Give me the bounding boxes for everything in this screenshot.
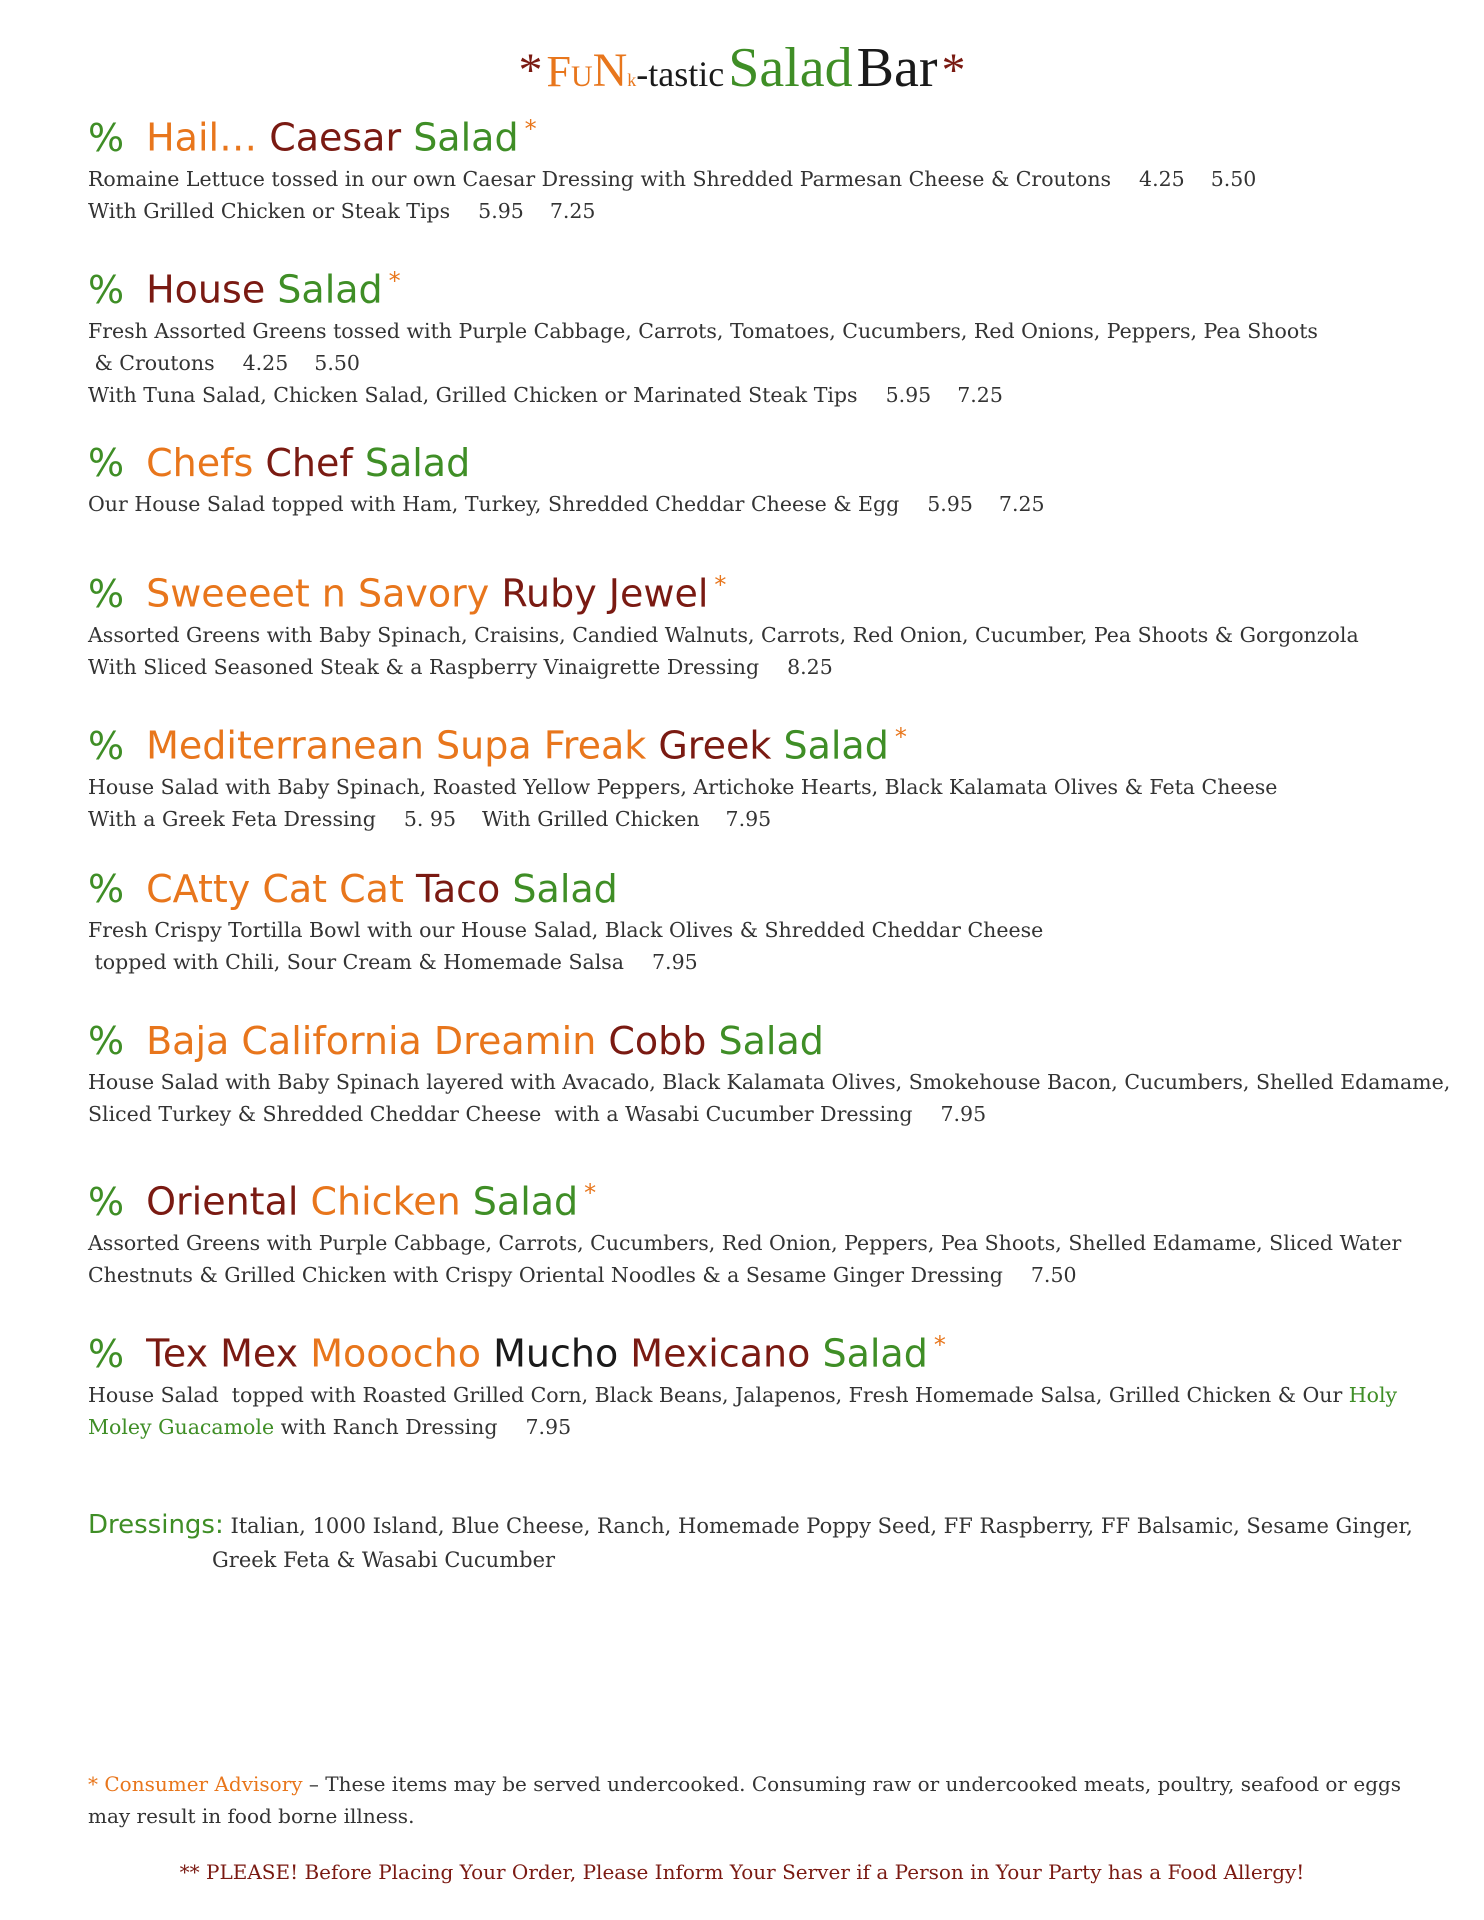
item-name-part: Mexicano: [630, 1331, 811, 1376]
description-text: Assorted Greens with Purple Cabbage, Carrots, Cucumbers, Red Onion, Peppers, Pea Shoots, Shelled Edamame, Sliced Water: [88, 1230, 1402, 1255]
item-name-part: Ruby Jewel: [501, 571, 709, 616]
advisory-asterisk: *: [584, 1179, 597, 1207]
item-name-part: Chefs: [146, 441, 254, 485]
dressings-label: Dressings:: [88, 1510, 224, 1540]
description-line: [88, 619, 1428, 651]
description-line: [88, 771, 1428, 803]
item-name-part: Salad: [364, 441, 471, 485]
item-heading: [88, 864, 1428, 914]
description-line: [88, 946, 1428, 978]
title-funk-n: N: [592, 44, 628, 97]
item-heading: [88, 1016, 1428, 1066]
advisory-asterisk: *: [933, 1331, 946, 1359]
item-heading: [88, 438, 1428, 488]
description-text: With a Greek Feta Dressing: [88, 806, 376, 831]
description-line: [88, 1379, 1428, 1411]
item-heading: [88, 1320, 1428, 1379]
price: 7.95: [940, 1102, 987, 1126]
bullet-mark: %: [88, 1019, 125, 1063]
description-text-after: with Ranch Dressing: [274, 1414, 498, 1439]
item-name-part: Oriental: [146, 1179, 299, 1224]
advisory-asterisk: *: [388, 267, 401, 295]
description-line: [88, 1098, 1428, 1130]
item-heading: [88, 256, 1428, 315]
bullet-mark: %: [88, 723, 125, 768]
description-text: House Salad with Baby Spinach layered with Avacado, Black Kalamata Olives, Smokehouse Bacon, Cucumbers, Shelled Edamame,: [88, 1070, 1451, 1094]
bullet-mark: %: [88, 1331, 125, 1376]
price: 7.25: [957, 382, 1003, 407]
description-text: topped with Chili, Sour Cream & Homemade Salsa: [88, 950, 625, 974]
price: 5.95: [478, 198, 524, 223]
menu-item: [88, 438, 1428, 520]
description-text: With Sliced Seasoned Steak & a Raspberry Vinaigrette Dressing: [88, 654, 760, 679]
item-name-part: Greek: [658, 723, 772, 768]
price: 7.25: [549, 198, 596, 223]
price: 8.25: [787, 654, 833, 679]
item-heading: [88, 1168, 1428, 1227]
title-star-right: *: [941, 44, 966, 97]
item-description: [88, 1227, 1428, 1291]
advisory-asterisk: *: [524, 115, 537, 143]
description-line: [88, 488, 1428, 520]
description-text: & Croutons: [88, 350, 215, 375]
item-name-part: Cobb: [608, 1019, 707, 1063]
dressings-section: [88, 1508, 1428, 1577]
menu-item: [88, 256, 1428, 411]
price: 7.95: [652, 950, 698, 974]
bullet-mark: %: [88, 571, 125, 616]
bullet-mark: %: [88, 867, 125, 911]
description-text: Assorted Greens with Baby Spinach, Craisins, Candied Walnuts, Carrots, Red Onion, Cucumber, Pea Shoots & Gorgonzola: [88, 622, 1359, 647]
item-name-part: Chicken: [310, 1179, 461, 1224]
menu-item: [88, 560, 1428, 683]
price: 5.95: [927, 492, 973, 516]
allergy-notice: ** PLEASE! Before Placing Your Order, Please Inform Your Server if a Person in Your Party has a Food Allergy!: [179, 1860, 1305, 1884]
description-text: Fresh Crispy Tortilla Bowl with our House Salad, Black Olives & Shredded Cheddar Cheese: [88, 918, 1044, 942]
description-line: [88, 803, 1428, 835]
item-name-part: Caesar: [269, 115, 402, 160]
item-name-part: Chef: [265, 441, 353, 485]
description-line: [88, 347, 1428, 379]
item-name-part: Mooocho: [310, 1331, 481, 1376]
item-name-part: Mucho: [493, 1331, 619, 1376]
bullet-mark: %: [88, 1179, 125, 1224]
item-name-part: Hail…: [146, 115, 258, 160]
price: 4.25: [1139, 166, 1185, 191]
description-text: Sliced Turkey & Shredded Cheddar Cheese with a Wasabi Cucumber Dressing: [88, 1102, 913, 1126]
description-line: [88, 195, 1428, 227]
description-text: With Tuna Salad, Chicken Salad, Grilled Chicken or Marinated Steak Tips: [88, 382, 858, 407]
item-description: [88, 1379, 1428, 1443]
item-name-part: CAtty Cat Cat: [146, 867, 404, 911]
item-description: [88, 163, 1428, 227]
menu-item: [88, 712, 1428, 835]
price: 7.25: [998, 492, 1045, 516]
title-funk-u: U: [570, 60, 593, 93]
item-name-part: Salad: [472, 1179, 579, 1224]
description-text: Romaine Lettuce tossed in our own Caesar Dressing with Shredded Parmesan Cheese & Croutons: [88, 166, 1112, 191]
item-description: [88, 771, 1428, 835]
item-name-part: Salad: [512, 867, 618, 911]
bullet-mark: %: [88, 441, 125, 485]
description-line: [88, 163, 1428, 195]
item-heading: [88, 104, 1428, 163]
title-funk-k: k: [627, 70, 637, 90]
description-line: [88, 1066, 1451, 1098]
page-title: [0, 36, 1484, 100]
item-name-part: House: [146, 267, 266, 312]
description-line: [88, 1227, 1428, 1259]
price: 7.50: [1030, 1262, 1077, 1287]
item-name-part: Salad: [277, 267, 383, 312]
title-bar: Bar: [856, 37, 938, 99]
item-name-part: Tex Mex: [146, 1331, 299, 1376]
item-description: [88, 1066, 1451, 1130]
item-heading: [88, 712, 1428, 771]
highlight-text: Moley Guacamole: [88, 1414, 275, 1439]
item-name-part: Salad: [822, 1331, 928, 1376]
price: 5.95: [885, 382, 932, 407]
price: 4.25: [242, 350, 289, 375]
advisory-label: * Consumer Advisory: [88, 1772, 303, 1796]
description-text: With Grilled Chicken or Steak Tips: [88, 198, 451, 223]
title-salad: Salad: [728, 37, 853, 99]
item-heading: [88, 560, 1428, 619]
description-line: [88, 1411, 1428, 1443]
title-funk-tastic: -tastic: [636, 54, 725, 94]
description-line: [88, 651, 1428, 683]
menu-item: [88, 1168, 1428, 1291]
description-text: Fresh Assorted Greens tossed with Purple Cabbage, Carrots, Tomatoes, Cucumbers, Red Onions, Peppers, Pea Shoots: [88, 318, 1318, 343]
dressings-list-line1: Italian, 1000 Island, Blue Cheese, Ranch, Homemade Poppy Seed, FF Raspberry, FF Balsamic, Sesame Ginger,: [230, 1514, 1413, 1538]
advisory-asterisk: *: [894, 723, 907, 751]
item-name-part: Salad: [413, 115, 519, 160]
consumer-advisory: [88, 1768, 1428, 1832]
item-name-part: Taco: [415, 867, 501, 911]
item-description: [88, 914, 1428, 978]
item-name-part: Baja California Dreamin: [146, 1019, 597, 1063]
title-star-left: *: [518, 44, 543, 97]
item-description: [88, 315, 1428, 411]
description-line: [88, 914, 1428, 946]
description-line: [88, 379, 1428, 411]
menu-item: [88, 1320, 1428, 1443]
price: 7.95: [525, 1414, 572, 1439]
bullet-mark: %: [88, 115, 125, 160]
dressings-list-line2: Greek Feta & Wasabi Cucumber: [212, 1548, 556, 1572]
price: 5. 95: [403, 806, 457, 831]
description-text: Our House Salad topped with Ham, Turkey, Shredded Cheddar Cheese & Egg: [88, 492, 900, 516]
advisory-text: – These items may be served undercooked. Consuming raw or undercooked meats, poultry, seafood or eggs may result in food borne illness.: [88, 1772, 1402, 1828]
item-description: [88, 488, 1428, 520]
title-funk-f: F: [546, 47, 571, 96]
bullet-mark: %: [88, 267, 125, 312]
item-name-part: Salad: [718, 1019, 824, 1063]
description-line: [88, 315, 1428, 347]
description-text: Chestnuts & Grilled Chicken with Crispy Oriental Noodles & a Sesame Ginger Dressing: [88, 1262, 1003, 1287]
description-text: House Salad topped with Roasted Grilled Corn, Black Beans, Jalapenos, Fresh Homemade Salsa, Grilled Chicken & Our: [88, 1382, 1349, 1407]
item-name-part: Sweeeet n Savory: [146, 571, 490, 616]
description-text: House Salad with Baby Spinach, Roasted Yellow Peppers, Artichoke Hearts, Black Kalamata Olives & Feta Cheese: [88, 774, 1278, 799]
menu-item: [88, 1016, 1451, 1130]
item-name-part: Salad: [783, 723, 889, 768]
price: 7.95: [725, 806, 772, 831]
highlight-text: Holy: [1348, 1382, 1398, 1407]
menu-item: [88, 104, 1428, 227]
description-line: [88, 1259, 1428, 1291]
price: With Grilled Chicken: [482, 806, 700, 831]
menu-item: [88, 864, 1428, 978]
price: 5.50: [314, 350, 360, 375]
item-description: [88, 619, 1428, 683]
price: 5.50: [1210, 166, 1257, 191]
advisory-asterisk: *: [714, 571, 727, 599]
item-name-part: Mediterranean Supa Freak: [146, 723, 647, 768]
